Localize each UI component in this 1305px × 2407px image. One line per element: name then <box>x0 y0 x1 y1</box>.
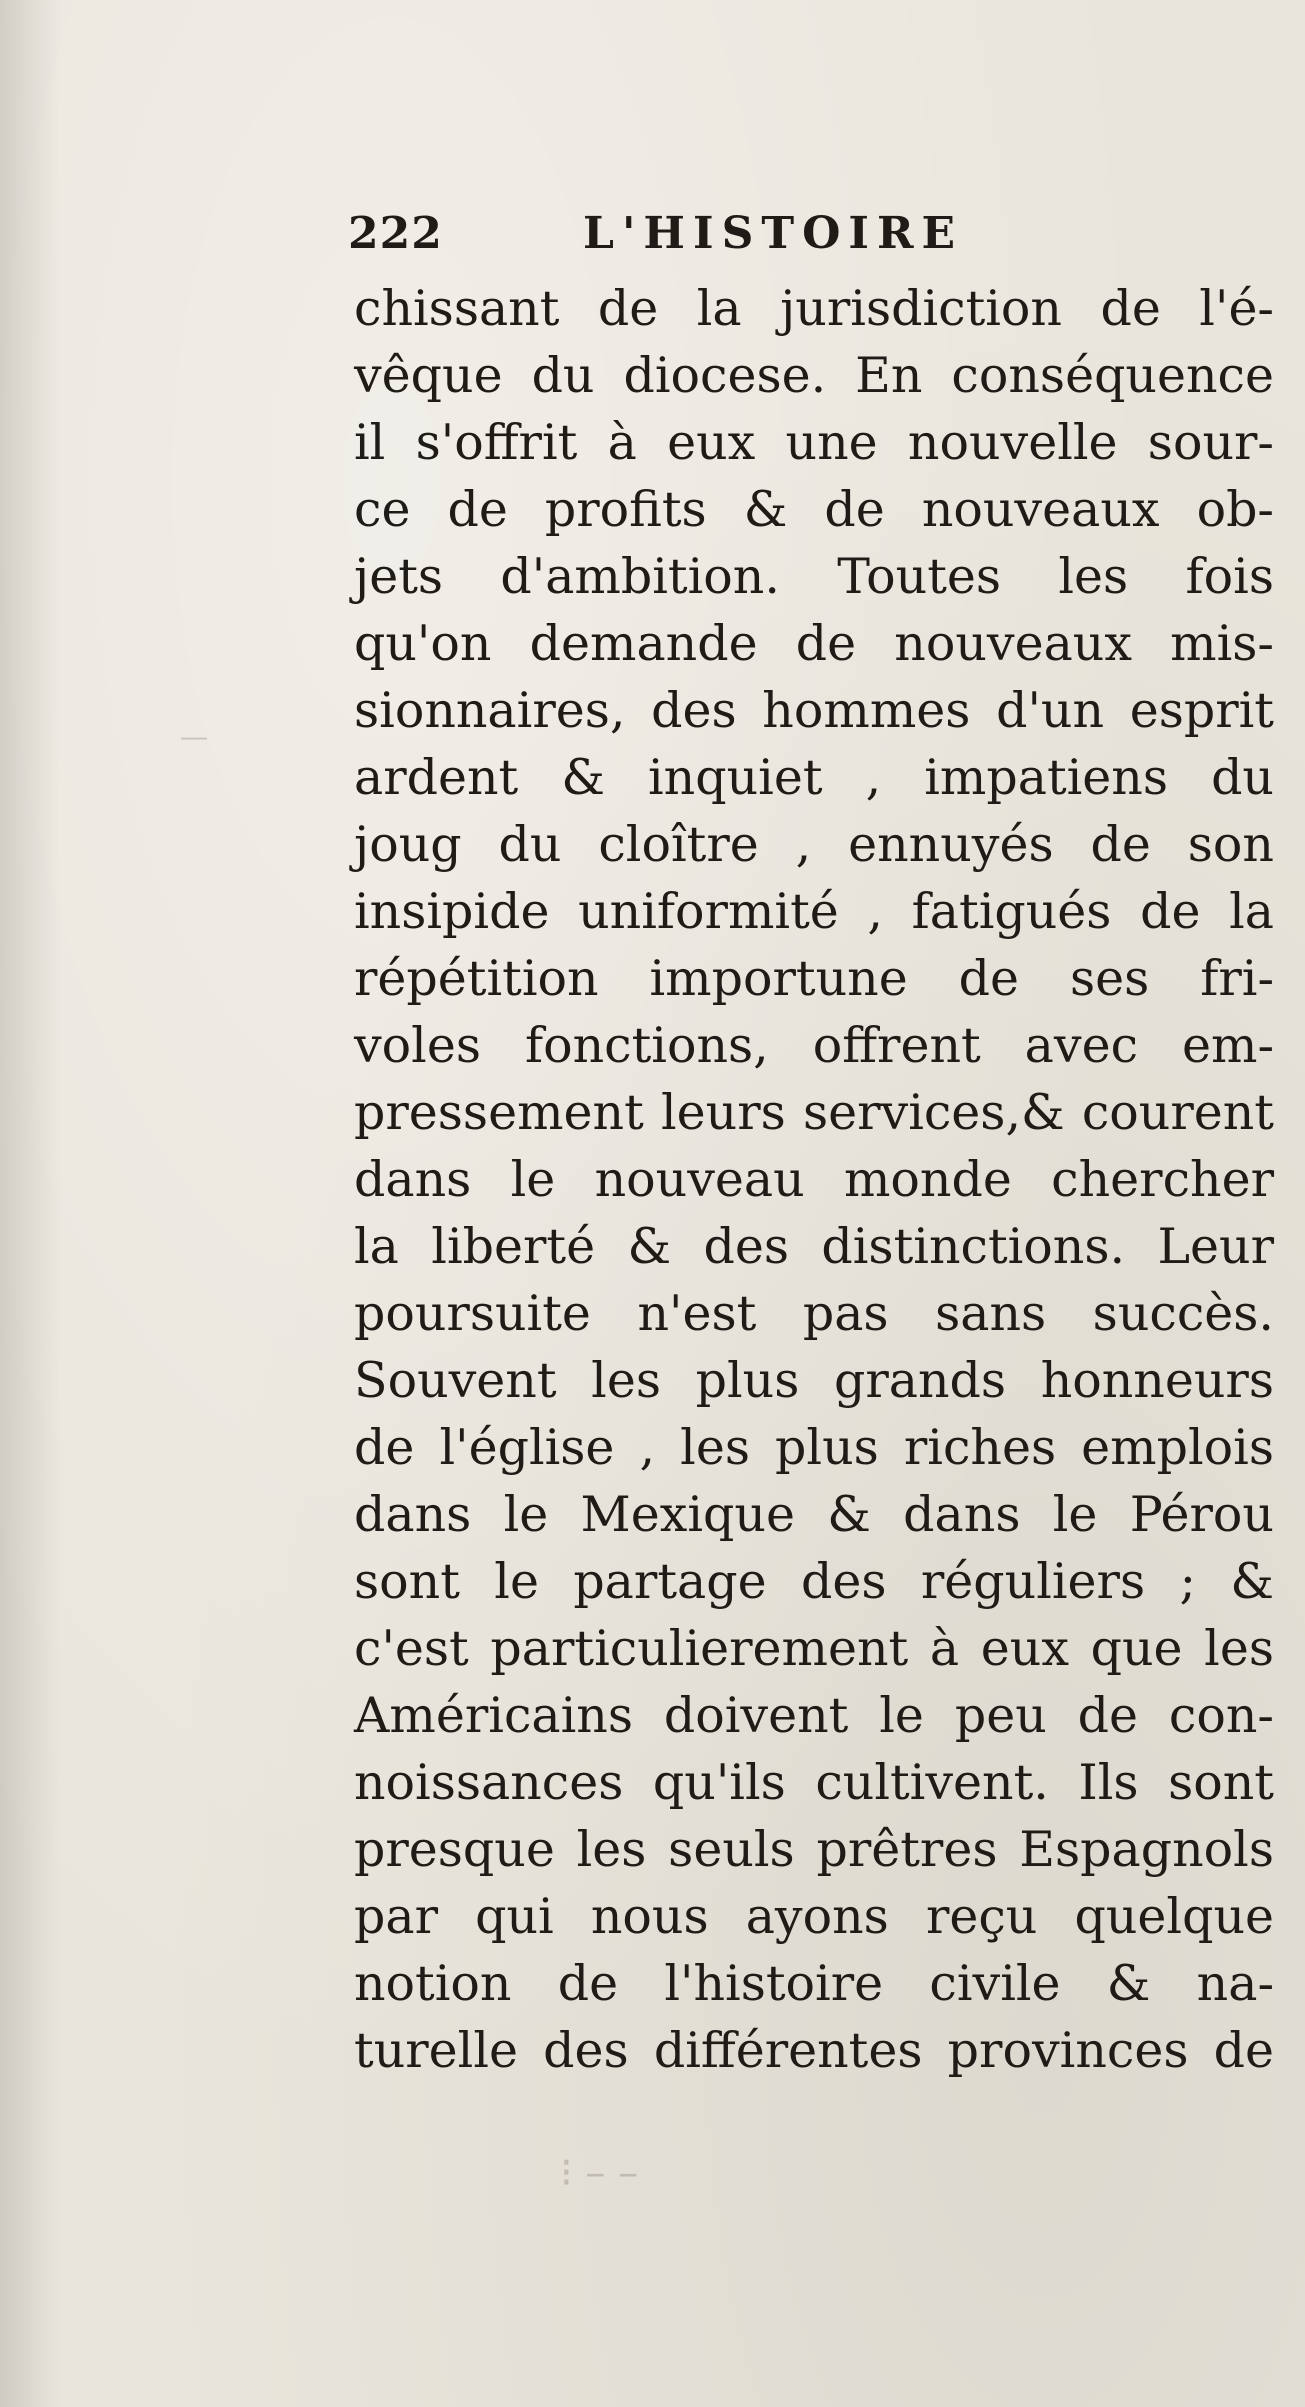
text-line: la liberté & des distinctions. Leur <box>354 1218 1274 1275</box>
show-through-mark: ⁝ – – <box>560 2150 639 2196</box>
gutter-shadow <box>0 0 60 2407</box>
text-line: Souvent les plus grands honneurs <box>354 1352 1274 1409</box>
text-line: insipide uniformité , fatigués de la <box>354 883 1274 940</box>
text-line: sionnaires, des hommes d'un esprit <box>354 682 1274 739</box>
running-head <box>348 208 1068 270</box>
text-line: répétition importune de ses fri- <box>354 950 1274 1007</box>
text-line: il s'offrit à eux une nouvelle sour- <box>354 414 1274 471</box>
page-number: 222 <box>348 208 443 259</box>
text-line: c'est particulierement à eux que les <box>354 1620 1274 1677</box>
text-line: voles fonctions, offrent avec em- <box>354 1017 1274 1074</box>
text-line: noissances qu'ils cultivent. Ils sont <box>354 1754 1274 1811</box>
text-line: dans le Mexique & dans le Pérou <box>354 1486 1274 1543</box>
text-line: pressement leurs services,& courent <box>354 1084 1274 1141</box>
text-line: presque les seuls prêtres Espagnols <box>354 1821 1274 1878</box>
text-line: chissant de la jurisdiction de l'é- <box>354 280 1274 337</box>
text-line: poursuite n'est pas sans succès. <box>354 1285 1274 1342</box>
text-line: turelle des différentes provinces de <box>354 2022 1274 2079</box>
text-line: jets d'ambition. Toutes les fois <box>354 548 1274 605</box>
text-line: par qui nous ayons reçu quelque <box>354 1888 1274 1945</box>
running-head-title: L'HISTOIRE <box>583 208 964 259</box>
text-line: Américains doivent le peu de con- <box>354 1687 1274 1744</box>
show-through-mark: — <box>180 720 208 753</box>
body-text <box>354 275 1274 2084</box>
text-line: ce de profits & de nouveaux ob- <box>354 481 1274 538</box>
text-line: qu'on demande de nouveaux mis- <box>354 615 1274 672</box>
text-line: de l'église , les plus riches emplois <box>354 1419 1274 1476</box>
text-line: vêque du diocese. En conséquence <box>354 347 1274 404</box>
text-line: joug du cloître , ennuyés de son <box>354 816 1274 873</box>
text-line: dans le nouveau monde chercher <box>354 1151 1274 1208</box>
text-line: sont le partage des réguliers ; & <box>354 1553 1274 1610</box>
text-line: ardent & inquiet , impatiens du <box>354 749 1274 806</box>
text-line: notion de l'histoire civile & na- <box>354 1955 1274 2012</box>
